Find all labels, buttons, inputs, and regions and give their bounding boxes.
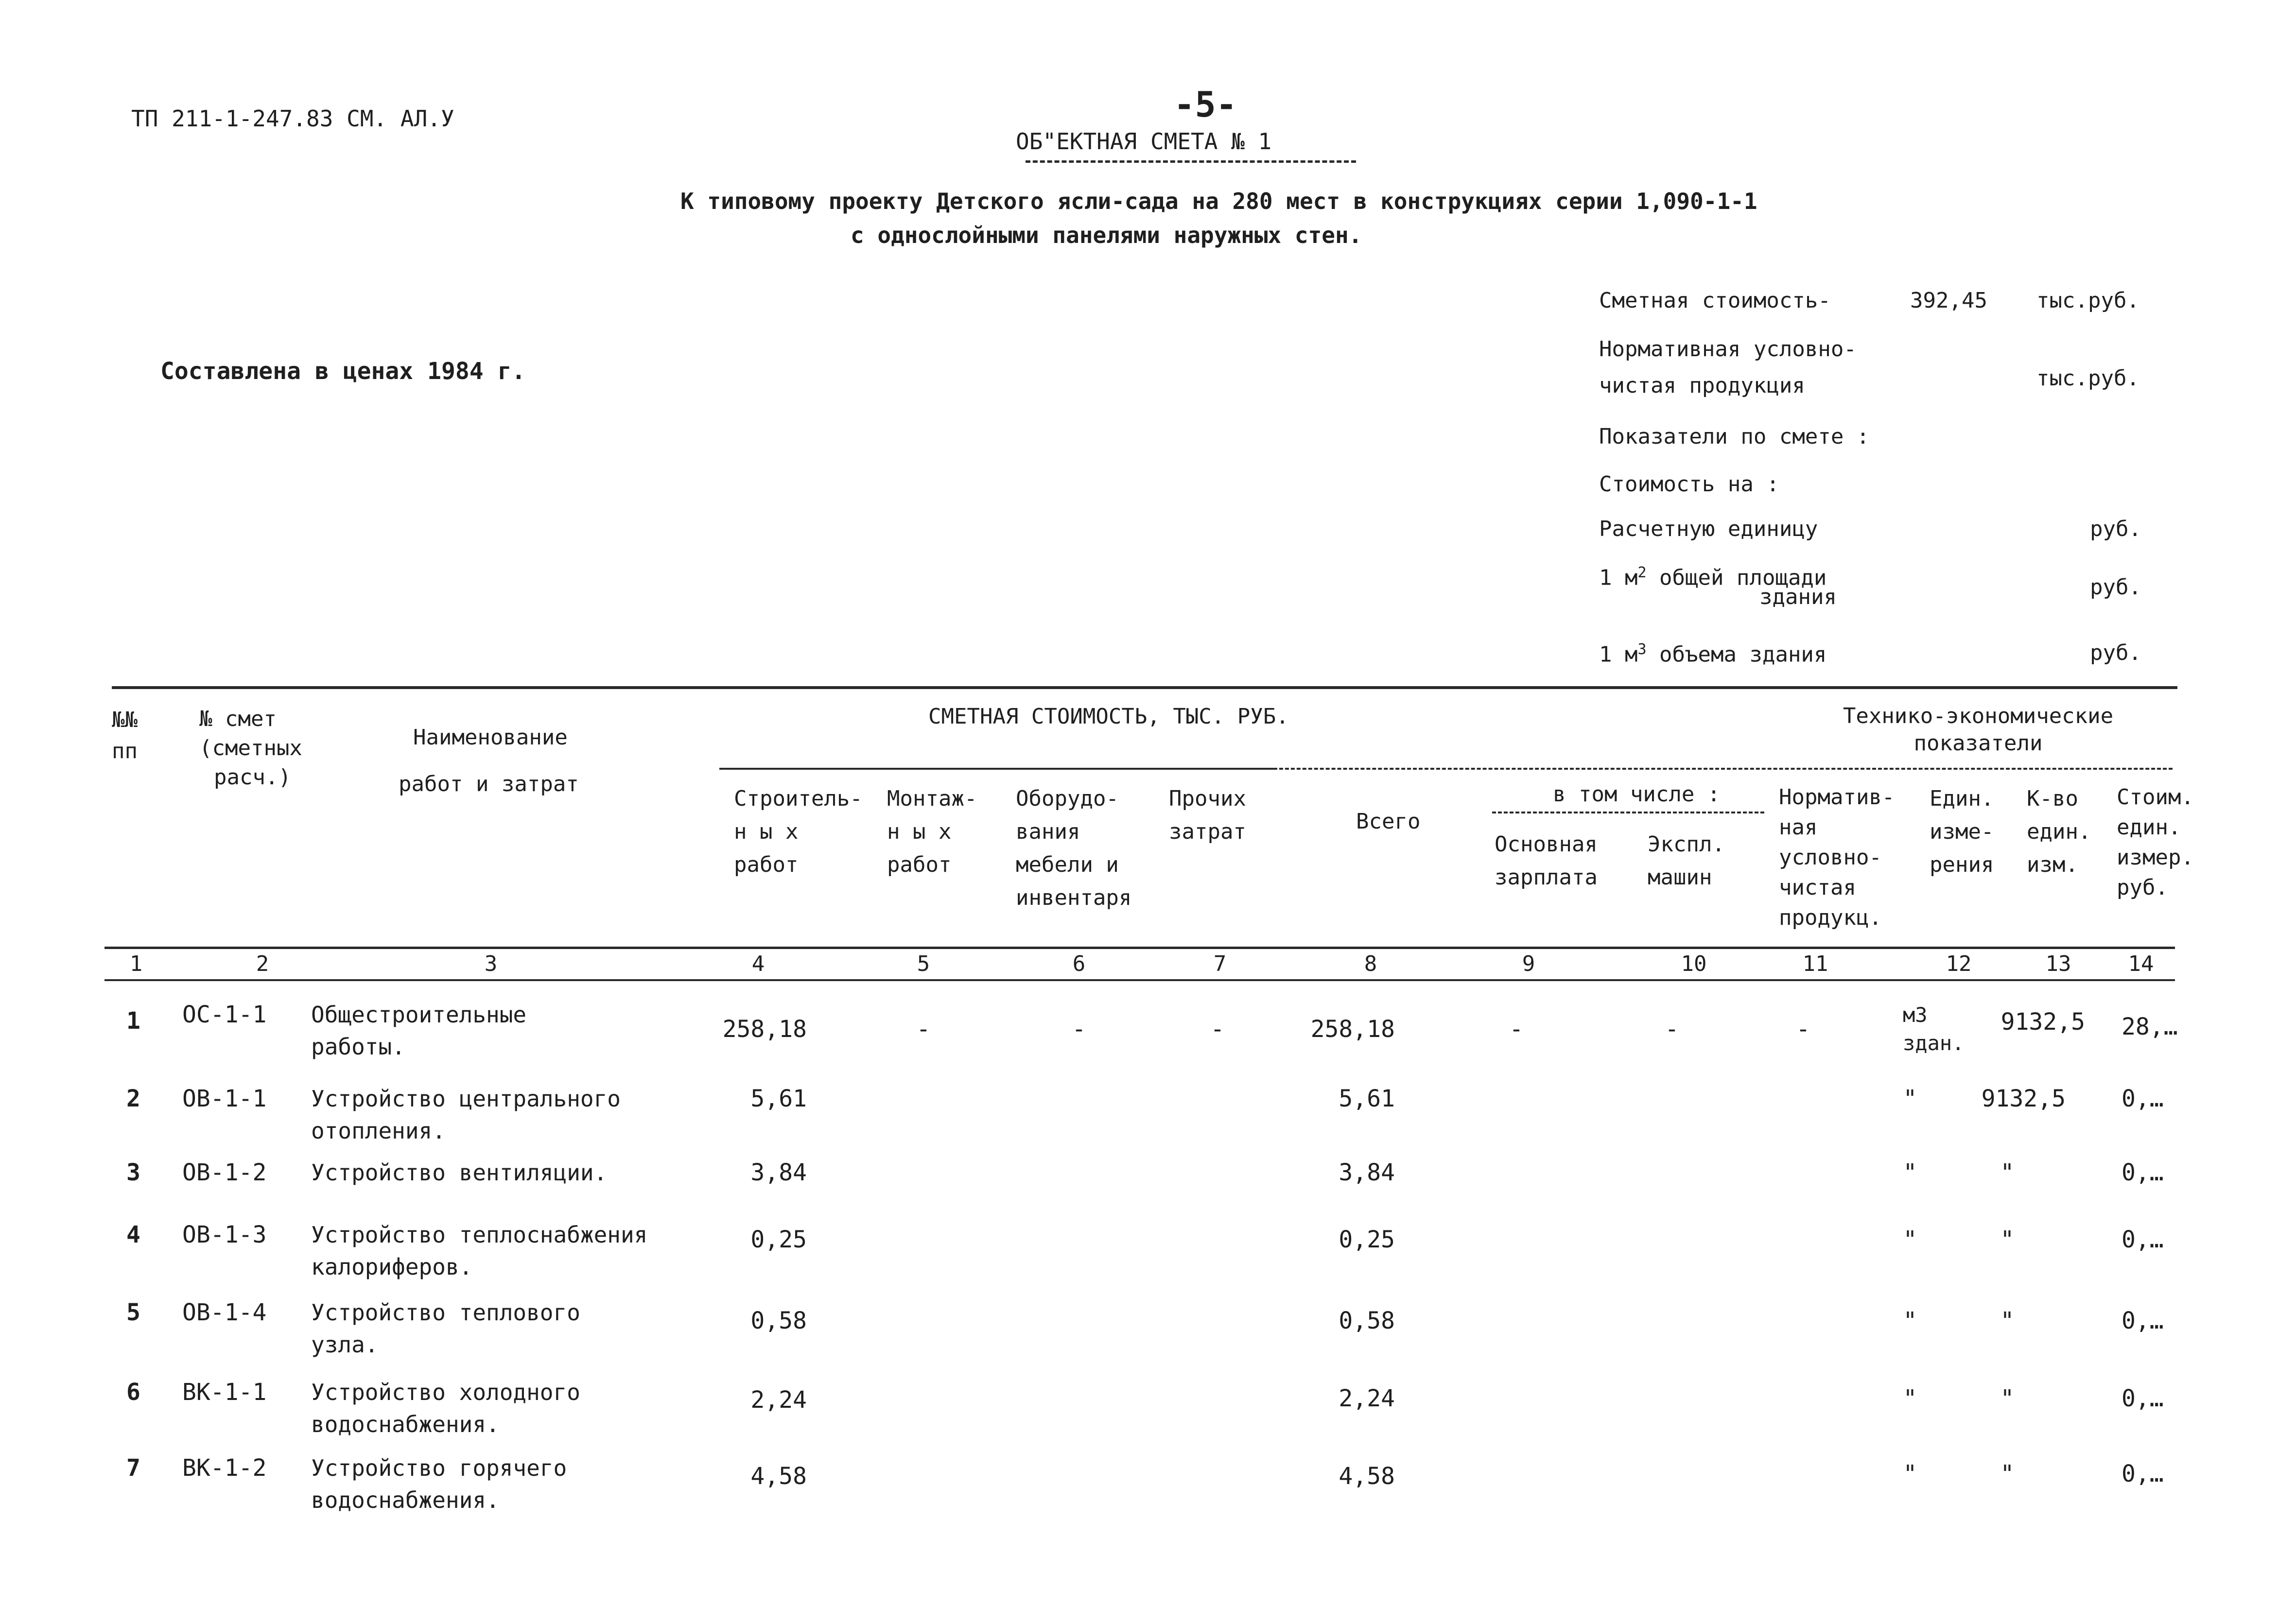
col2-header: № смет (сметных расч.) [199, 707, 302, 790]
unit-cost: 0,… [2122, 1385, 2164, 1412]
total-cost: 0,25 [1339, 1226, 1395, 1253]
col12-header: Един. изме- рения [1930, 786, 1994, 877]
estimate-code: ОВ-1-4 [182, 1299, 267, 1326]
work-name: Устройство горячего водоснабжения. [311, 1455, 567, 1513]
volume-label: 1 $м^3$ объема здания [1599, 641, 1827, 667]
construction-cost: 0,25 [750, 1226, 807, 1253]
estimate-code: ОВ-1-1 [182, 1085, 267, 1112]
unit-of-measure: " [1903, 1159, 1917, 1186]
work-name: Общестроительные работы. [311, 1002, 527, 1060]
unit-cost: 28,… [2122, 1013, 2178, 1040]
colnum-1: 1 [129, 951, 143, 976]
subtitle-line-2: с однослойными панелями наружных стен. [851, 222, 1362, 248]
total-cost: 4,58 [1339, 1463, 1395, 1490]
work-name: Устройство холодного водоснабжения. [311, 1379, 580, 1437]
row-number: 3 [126, 1159, 140, 1186]
colnum-14: 14 [2128, 951, 2154, 976]
other-cost: - [1210, 1016, 1225, 1043]
net-production: - [1796, 1016, 1810, 1043]
colnum-11: 11 [1802, 951, 1828, 976]
unit-cost: 0,… [2122, 1460, 2164, 1487]
unit-quantity: 9132,5 [2000, 1008, 2085, 1036]
row-number: 2 [126, 1085, 140, 1112]
colnum-13: 13 [2045, 951, 2071, 976]
unit-cost: 0,… [2122, 1159, 2164, 1186]
unit-of-measure: " [1903, 1385, 1917, 1412]
unit-of-measure: " [1903, 1226, 1917, 1253]
unit-of-measure: " [1903, 1085, 1917, 1112]
estimate-code: ВК-1-2 [182, 1454, 267, 1482]
total-cost: 5,61 [1339, 1085, 1395, 1112]
work-name: Устройство теплоснабжения калориферов. [311, 1222, 648, 1280]
total-cost: 2,24 [1339, 1385, 1395, 1412]
col4-header: Строитель- н ы х работ [734, 786, 863, 877]
cost-group-rule-dashed [1273, 768, 2173, 770]
unit-quantity: " [2000, 1307, 2015, 1334]
unit-cost: 0,… [2122, 1085, 2164, 1112]
unit-of-measure: " [1903, 1307, 1917, 1334]
construction-cost: 4,58 [750, 1463, 807, 1490]
colnum-4: 4 [751, 951, 765, 976]
estimate-code: ОС-1-1 [182, 1001, 267, 1028]
unit-cost: 0,… [2122, 1226, 2164, 1253]
header-bottom-rule [104, 947, 2175, 949]
cost-label: Сметная стоимость- [1599, 288, 1831, 313]
total-cost: 3,84 [1339, 1159, 1395, 1186]
unit-of-measure: м3 здан. [1903, 1003, 1965, 1055]
calc-unit-label: Расчетную единицу [1599, 517, 1818, 541]
construction-cost: 5,61 [750, 1085, 807, 1112]
estimate-code: ОВ-1-3 [182, 1221, 267, 1248]
col13-header: К-во един. изм. [2027, 786, 2091, 877]
col6-header: Оборудо- вания мебели и инвентаря [1016, 786, 1132, 910]
composed-note: Составлена в ценах 1984 г. [160, 358, 526, 385]
norm-unit: тыс.руб. [2036, 366, 2139, 391]
total-cost: 0,58 [1339, 1307, 1395, 1334]
unit-cost: 0,… [2122, 1307, 2164, 1334]
work-name: Устройство центрального отопления. [311, 1086, 621, 1144]
page-number: -5- [1173, 84, 1237, 125]
volume-unit: руб. [2090, 640, 2141, 665]
row-number: 6 [126, 1379, 140, 1406]
cost-unit: тыс.руб. [2036, 288, 2139, 313]
incl-header: в том числе : [1553, 782, 1721, 807]
unit-quantity: " [2000, 1385, 2015, 1412]
unit-of-measure: " [1903, 1460, 1917, 1487]
equipment-cost: - [1072, 1016, 1086, 1043]
installation-cost: - [916, 1016, 931, 1043]
col14-header: Стоим. един. измер. руб. [2117, 785, 2194, 900]
unit-quantity: 9132,5 [1981, 1085, 2066, 1112]
colnum-2: 2 [256, 951, 269, 976]
total-cost: 258,18 [1310, 1016, 1395, 1043]
estimate-code: ОВ-1-2 [182, 1159, 267, 1186]
row-number: 5 [126, 1299, 140, 1326]
norm-label-1: Нормативная условно- [1599, 337, 1857, 362]
area-unit: руб. [2090, 575, 2141, 600]
colnum-12: 12 [1946, 951, 1972, 976]
norm-label-2: чистая продукция [1599, 373, 1805, 398]
col5-header: Монтаж- н ы х работ [887, 786, 977, 877]
row-number: 7 [126, 1454, 140, 1482]
col7-header: Прочих затрат [1169, 786, 1246, 844]
cost-group-header: СМЕТНАЯ СТОИМОСТЬ, ТЫС. РУБ. [928, 704, 1289, 729]
col10-header: Экспл. машин [1648, 832, 1725, 890]
colnum-5: 5 [917, 951, 930, 976]
cost-per-label: Стоимость на : [1599, 472, 1779, 497]
colnum-3: 3 [484, 951, 498, 976]
construction-cost: 0,58 [750, 1307, 807, 1334]
row-number: 1 [126, 1007, 140, 1035]
col3-header: Наименование работ и затрат [399, 725, 579, 796]
incl-rule [1492, 812, 1764, 813]
colnum-7: 7 [1213, 951, 1227, 976]
colnum-9: 9 [1522, 951, 1535, 976]
unit-quantity: " [2000, 1159, 2015, 1186]
document-code: ТП 211-1-247.83 СМ. АЛ.У [131, 105, 454, 132]
title-underline [1026, 160, 1356, 163]
col8-header: Всего [1356, 809, 1421, 834]
machine-operation: - [1665, 1016, 1679, 1043]
colnum-bottom-rule [104, 979, 2175, 981]
construction-cost: 258,18 [722, 1016, 807, 1043]
col11-header: Норматив- ная условно- чистая продукц. [1779, 785, 1895, 930]
construction-cost: 2,24 [750, 1386, 807, 1414]
area-label: 1 $м^2$ общей площади [1599, 564, 1827, 590]
tech-group-header: Технико-экономические показатели [1843, 704, 2114, 756]
area-label-2: здания [1759, 585, 1837, 609]
estimate-code: ВК-1-1 [182, 1379, 267, 1406]
unit-quantity: " [2000, 1460, 2015, 1487]
table-top-rule [112, 686, 2177, 689]
col9-header: Основная зарплата [1495, 832, 1598, 890]
subtitle-line-1: К типовому проекту Детского ясли-сада на 280 мест в конструкциях серии 1,090-1-1 [680, 188, 1757, 214]
colnum-8: 8 [1364, 951, 1377, 976]
cost-value: 392,45 [1910, 288, 1987, 313]
cost-group-rule [719, 768, 1273, 770]
row-number: 4 [126, 1221, 140, 1248]
construction-cost: 3,84 [750, 1159, 807, 1186]
col1-header: №№ пп [112, 708, 138, 763]
work-name: Устройство вентиляции. [311, 1159, 608, 1186]
calc-unit-unit: руб. [2090, 517, 2141, 541]
work-name: Устройство теплового узла. [311, 1299, 580, 1358]
document-title: ОБ"ЕКТНАЯ СМЕТА № 1 [1016, 128, 1272, 155]
indicators-label: Показатели по смете : [1599, 424, 1870, 449]
unit-quantity: " [2000, 1226, 2015, 1253]
base-salary: - [1509, 1016, 1524, 1043]
colnum-6: 6 [1072, 951, 1086, 976]
colnum-10: 10 [1681, 951, 1707, 976]
